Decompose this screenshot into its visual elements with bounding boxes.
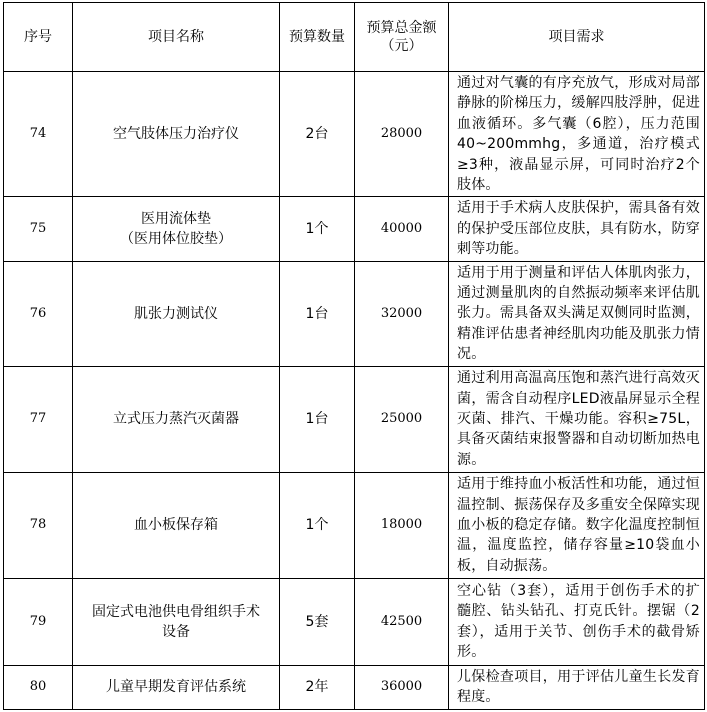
row-seq: 78 — [4, 472, 73, 578]
row-name: 血小板保存箱 — [73, 472, 280, 578]
table-row — [4, 578, 705, 665]
row-req-text: 适用于用于测量和评估人体肌肉张力，通过测量肌肉的自然振动频率来评估肌张力。需具备双头满足双侧同时监测，精准评估患者神经肌肉功能及肌张力情况。 — [457, 264, 700, 363]
row-name — [73, 578, 280, 665]
row-name: 空气肢体压力治疗仪 — [73, 72, 280, 197]
row-total: 28000 — [355, 72, 449, 197]
row-total: 25000 — [355, 366, 449, 472]
row-qty: 1台 — [280, 261, 355, 366]
header-qty: 预算数量 — [280, 3, 355, 72]
row-req — [449, 578, 705, 665]
row-req-text: 空心钻（3套），适用于创伤手术的扩髓腔、钻头钻孔、打克氏针。摆锯（2套），适用于关节、创伤手术的截骨矫形。 — [457, 582, 700, 661]
header-seq: 序号 — [4, 3, 73, 72]
row-name: 立式压力蒸汽灭菌器 — [73, 366, 280, 472]
row-req — [449, 665, 705, 709]
row-seq: 76 — [4, 261, 73, 366]
row-seq: 80 — [4, 665, 73, 709]
row-req-text: 适用于维持血小板活性和功能，通过恒温控制、振荡保存及多重安全保障实现血小板的稳定存储。数字化温度控制恒温，温度监控，储存容量≥10袋血小板，自动振荡。 — [457, 476, 700, 574]
row-req-text: 通过对气囊的有序充放气，形成对局部静脉的阶梯压力，缓解四肢浮肿，促进血液循环。多气囊（6腔），压力范围40~200mmhg，多通道，治疗模式≥3种，液晶显示屏，可同时治疗2个肢体。 — [457, 75, 700, 194]
budget-table — [3, 2, 705, 710]
row-name: 儿童早期发育评估系统 — [73, 665, 280, 709]
row-req — [449, 261, 705, 366]
row-qty: 2台 — [280, 72, 355, 197]
header-total — [355, 3, 449, 72]
row-name-line1: 固定式电池供电骨组织手术 — [92, 603, 260, 620]
row-name — [73, 197, 280, 261]
row-req — [449, 366, 705, 472]
row-seq: 74 — [4, 72, 73, 197]
row-qty: 1个 — [280, 197, 355, 261]
row-total: 42500 — [355, 578, 449, 665]
row-total: 18000 — [355, 472, 449, 578]
row-req-text: 通过利用高温高压饱和蒸汽进行高效灭菌，需含自动程序LED液晶屏显示全程灭菌、排汽、干燥功能。容积≥75L，具备灭菌结束报警器和自动切断加热电源。 — [457, 370, 700, 468]
row-seq: 79 — [4, 578, 73, 665]
table-row — [4, 472, 705, 578]
row-qty: 1个 — [280, 472, 355, 578]
row-seq: 75 — [4, 197, 73, 261]
row-name-line2: 设备 — [162, 623, 190, 640]
row-name: 肌张力测试仪 — [73, 261, 280, 366]
header-total-line2: （元） — [380, 38, 423, 54]
row-total: 40000 — [355, 197, 449, 261]
table-row — [4, 72, 705, 197]
table-row — [4, 665, 705, 709]
table-header-row — [4, 3, 705, 72]
row-req — [449, 197, 705, 261]
header-req: 项目需求 — [449, 3, 705, 72]
row-req-text: 适用于手术病人皮肤保护，需具备有效的保护受压部位皮肤，具有防水，防穿刺等功能。 — [457, 200, 700, 258]
row-total: 36000 — [355, 665, 449, 709]
row-req-text: 儿保检查项目，用于评估儿童生长发育程度。 — [457, 668, 700, 706]
table-row — [4, 197, 705, 261]
row-qty: 1台 — [280, 366, 355, 472]
table-row — [4, 366, 705, 472]
row-name-line1: 医用流体垫 — [141, 211, 211, 228]
row-req — [449, 472, 705, 578]
row-req — [449, 72, 705, 197]
row-name-line2: （医用体位胶垫） — [120, 231, 232, 248]
header-total-line1: 预算总金额 — [366, 20, 437, 36]
row-total: 32000 — [355, 261, 449, 366]
row-seq: 77 — [4, 366, 73, 472]
header-name: 项目名称 — [73, 3, 280, 72]
row-qty: 2年 — [280, 665, 355, 709]
table-row — [4, 261, 705, 366]
row-qty: 5套 — [280, 578, 355, 665]
